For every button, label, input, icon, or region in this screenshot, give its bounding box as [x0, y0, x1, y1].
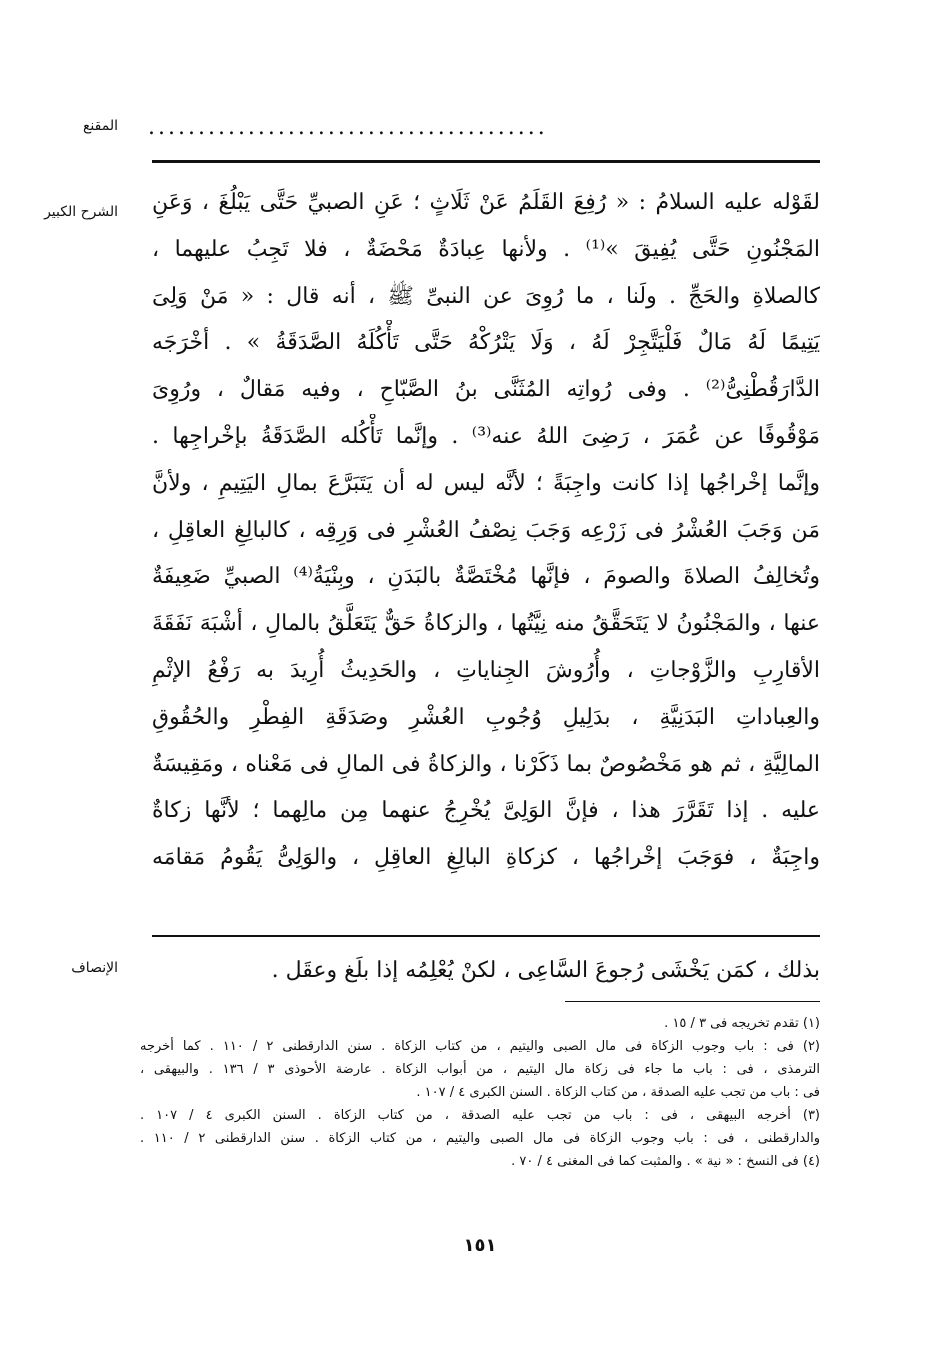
- text-line: مَوْقُوفًا عن عُمَرَ ، رَضِىَ اللهُ عنه⁽³⁾ . وإنَّما تَأْكُله الصَّدَقَةُ بإخْراجِها .: [152, 423, 820, 449]
- text-line: عليه . إذا تَقَرَّرَ هذا ، فإنَّ الوَلِىَّ يُخْرِجُ عنهما مِن مالِهما ؛ لأنَّها زكاةٌ: [152, 798, 820, 824]
- margin-label-sharh: الشرح الكبير: [44, 204, 118, 220]
- header-rule: [152, 160, 820, 163]
- text-line: عنها ، والمَجْنُونُ لا يَتَحَقَّقُ منه نِيَّتُها ، والزكاةُ حَقٌّ يَتَعَلَّقُ بالمالِ ، أشْبَهَ نَفَقَةَ: [152, 611, 820, 637]
- text-line: الدَّارَقُطْنِىُّ⁽²⁾ . وفى رُواتِه المُثَنَّى بنُ الصَّبّاحِ ، وفيه مَقالٌ ، ورُوِىَ: [152, 377, 820, 403]
- footnote-line: (٢) فى : باب وجوب الزكاة فى مال الصبى واليتيم ، من كتاب الزكاة . سنن الدارقطنى ٢ / ١١٠ . كما أخرجه: [140, 1039, 820, 1054]
- text-line: يَتِيمًا لَهُ مَالٌ فَلْيَتَّجِرْ لَهُ ، وَلَا يَتْرُكْهُ حَتَّى تَأْكُلَهُ الصَّدَقَةُ » . أخْرَجَه: [152, 330, 820, 356]
- margin-label-insaf: الإنصاف: [71, 960, 118, 976]
- page-number: ١٥١: [463, 1235, 497, 1256]
- text-line: والعِباداتِ البَدَنِيَّةِ ، بدَلِيلِ وُجُوبِ العُشْرِ وصَدَقَةِ الفِطْرِ والحُقُوقِ: [152, 704, 820, 730]
- text-line: كالصلاةِ والحَجِّ . ولَنا ، ما رُوِىَ عن النبىِّ ﷺ ، أنه قال : « مَنْ وَلِىَ: [152, 283, 820, 309]
- text-line: المالِيَّةِ ، ثم هو مَخْصُوصٌ بما ذَكَرْنا ، والزكاةُ فى المالِ فى مَعْناه ، ومَقِيسَةٌ: [152, 751, 820, 777]
- text-line: الأقارِبِ والزَّوْجاتِ ، وأُرُوشَ الجِناياتِ ، والحَدِيثُ أُرِيدَ به رَفْعُ الإثْمِ: [152, 657, 820, 683]
- header-dot-leader: ........................................: [148, 115, 548, 140]
- footnote-divider: [565, 1001, 820, 1002]
- text-line: واجِبَةٌ ، فوَجَبَ إخْراجُها ، كزكاةِ البالِغِ العاقِلِ ، والوَلِىُّ يَقُومُ مَقامَه: [152, 845, 820, 871]
- text-line: مَن وَجَبَ العُشْرُ فى زَرْعِه وَجَبَ نِصْفُ العُشْرِ فى وَرِقِه ، كالبالِغِ العاقِلِ ،: [152, 517, 820, 543]
- footnote-line: (١) تقدم تخريجه فى ٣ / ١٥ .: [664, 1016, 820, 1031]
- text-line: وتُخالِفُ الصلاةَ والصومَ ، فإنَّها مُخْتَصَّةٌ بالبَدَنِ ، وبِنْيَةُ⁽⁴⁾ الصبيِّ ضَعِيفَةٌ: [152, 564, 820, 590]
- text-line: المَجْنُونِ حَتَّى يُفِيقَ »⁽¹⁾ . ولأنها عِبادَةٌ مَحْضَةٌ ، فلا تَجِبُ عليهما ،: [152, 236, 820, 262]
- text-line: وإنَّما إخْراجُها إذا كانت واجِبَةً ؛ لأنَّه ليس له أن يَتَبَرَّعَ بمالِ اليَتِيمِ ، ولأنَّ: [152, 470, 820, 496]
- footnote-line: فى : باب من تجب عليه الصدقة ، من كتاب الزكاة . السنن الكبرى ٤ / ١٠٧ .: [416, 1085, 820, 1100]
- main-text-block: [152, 180, 820, 882]
- footnote-line: الترمذى ، فى : باب ما جاء فى زكاة مال اليتيم ، من أبواب الزكاة . عارضة الأحوذى ٣ / ١٣٦ . والبيهقى ،: [140, 1062, 820, 1077]
- footnote-line: (٤) فى النسخ : « نية » . والمثبت كما فى المغنى ٤ / ٧٠ .: [511, 1154, 820, 1169]
- footnotes-block: [140, 1012, 820, 1173]
- footnote-line: (٣) أخرجه البيهقى ، فى : باب من تجب عليه الصدقة ، من كتاب الزكاة . السنن الكبرى ٤ / ١٠٧ .: [140, 1108, 820, 1123]
- section-divider: [152, 935, 820, 937]
- footnote-line: والدارقطنى ، فى : باب وجوب الزكاة فى مال الصبى واليتيم ، من كتاب الزكاة . سنن الدارقطنى ٢ / ١١٠ .: [140, 1131, 820, 1146]
- text-line: لقَوْله عليه السلامُ : « رُفِعَ القَلَمُ عَنْ ثَلَاثٍ ؛ عَنِ الصبيِّ حَتَّى يَبْلُغَ ، وَعَنِ: [152, 190, 820, 215]
- insaf-text: بذلك ، كمَن يَخْشَى رُجوعَ السَّاعِى ، لكنْ يُعْلِمُه إذا بلَغ وعقَل .: [271, 958, 820, 983]
- running-title: المقنع: [82, 118, 118, 134]
